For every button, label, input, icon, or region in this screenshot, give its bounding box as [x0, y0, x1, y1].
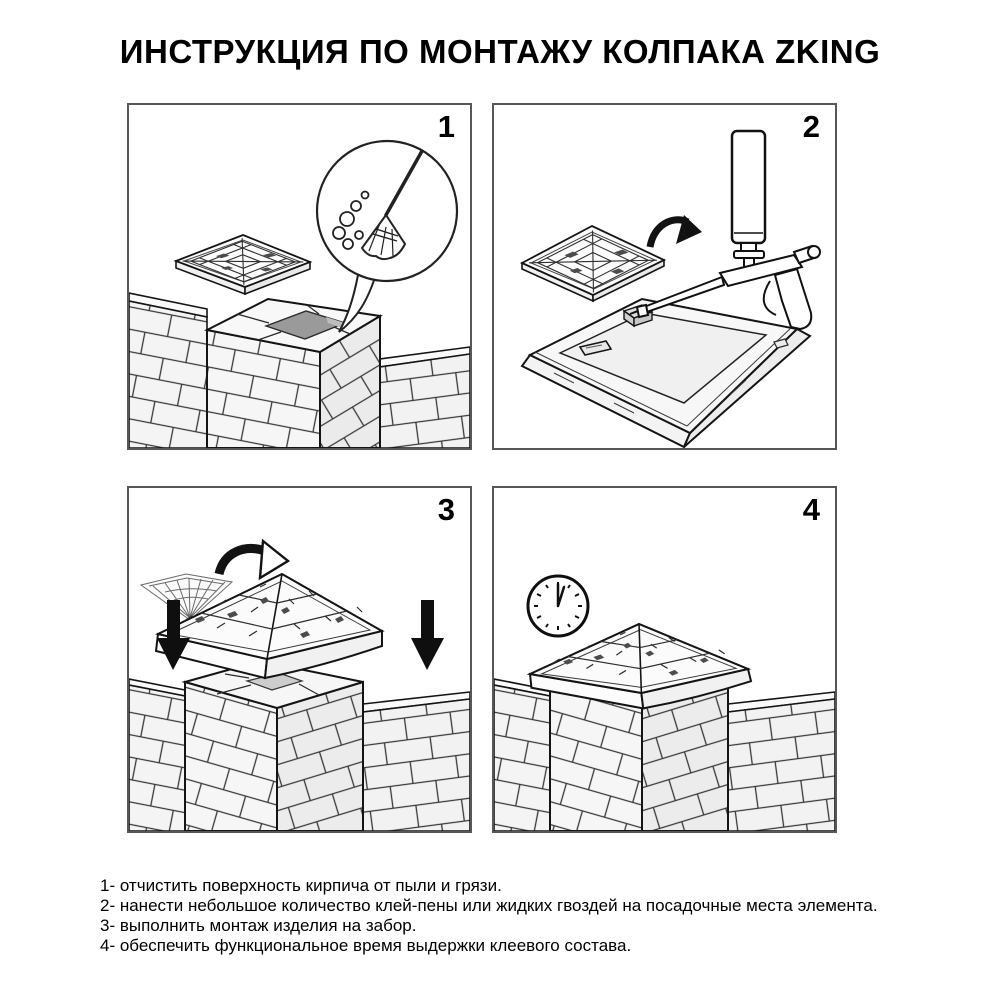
instruction-list	[100, 876, 960, 956]
cap-underside-icon	[522, 299, 810, 447]
step-panel-1	[127, 103, 472, 450]
clock-icon	[528, 576, 588, 636]
instruction-line: 1- отчистить поверхность кирпича от пыли и грязи.	[100, 876, 502, 895]
step-3-illustration	[129, 488, 470, 831]
cap-top-icon	[522, 226, 664, 301]
step-panel-4	[492, 486, 837, 833]
page-title: ИНСТРУКЦИЯ ПО МОНТАЖУ КОЛПАКА ZKING	[119, 33, 881, 70]
step-2-illustration	[494, 105, 835, 448]
step-number: 3	[437, 492, 455, 527]
step-1-illustration	[129, 105, 470, 448]
step-panel-2	[492, 103, 837, 450]
step-4-illustration	[494, 488, 835, 831]
instruction-line: 2- нанести небольшое количество клей-пены или жидких гвоздей на посадочные места элемента.	[100, 896, 878, 915]
flip-arrow-icon	[219, 541, 288, 578]
down-arrow-icon	[411, 600, 444, 670]
brick-pillar-open-icon	[207, 299, 380, 448]
step-number: 4	[802, 492, 820, 527]
step-number: 1	[437, 109, 455, 144]
step-panel-3	[127, 486, 472, 833]
instruction-line: 3- выполнить монтаж изделия на забор.	[100, 916, 417, 935]
flip-arrow-icon	[650, 215, 702, 247]
cap-top-icon	[176, 235, 310, 294]
step-number: 2	[802, 109, 820, 144]
instruction-line: 4- обеспечить функциональное время выдержки клеевого состава.	[100, 936, 632, 955]
